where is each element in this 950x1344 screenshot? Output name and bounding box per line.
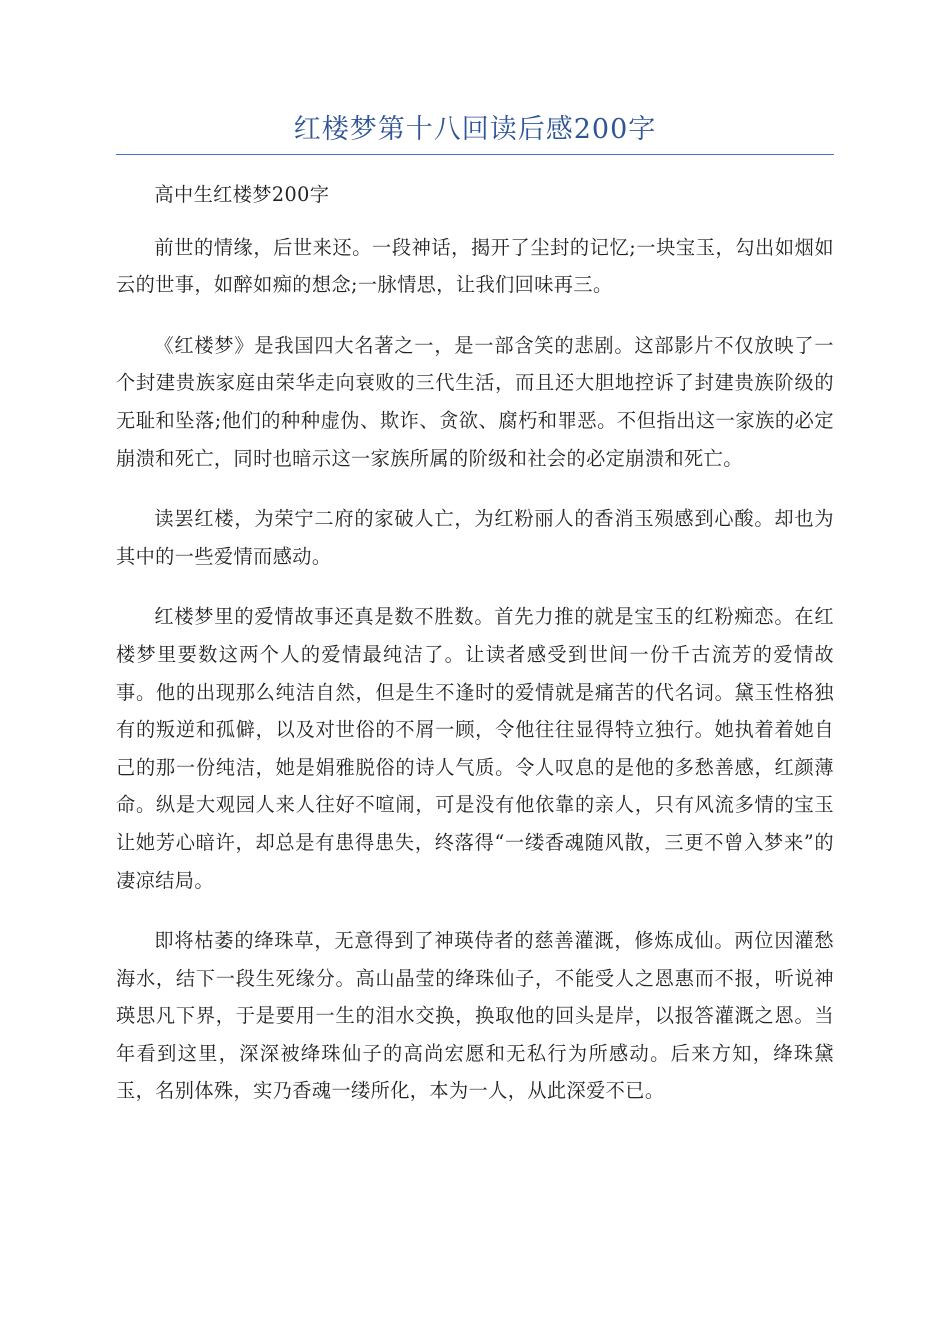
body-paragraph: 红楼梦里的爱情故事还真是数不胜数。首先力推的就是宝玉的红粉痴恋。在红楼梦里要数这两个人的爱情最纯洁了。让读者感受到世间一份千古流芳的爱情故事。他的出现那么纯洁自然，但是生不逢时的爱情就是痛苦的代名词。黛玉性格独有的叛逆和孤僻，以及对世俗的不屑一顾，令他往往显得特立独行。她执着着她自己的那一份纯洁，她是娟雅脱俗的诗人气质。令人叹息的是他的多愁善感，红颜薄命。纵是大观园人来人往好不喧闹，可是没有他依靠的亲人，只有风流多情的宝玉让她芳心暗许，却总是有患得患失，终落得“一缕香魂随风散，三更不曾入梦来”的凄凉结局。 <box>116 605 834 892</box>
subtitle-paragraph: 高中生红楼梦200字 <box>154 183 330 206</box>
body-paragraph: 前世的情缘，后世来还。一段神话，揭开了尘封的记忆;一块宝玉，勾出如烟如云的世事，如醉如痴的想念;一脉情思，让我们回味再三。 <box>116 235 834 297</box>
body-paragraph: 即将枯萎的绛珠草，无意得到了神瑛侍者的慈善灌溉，修炼成仙。两位因灌愁海水，结下一段生死缘分。高山晶莹的绛珠仙子，不能受人之恩惠而不报，听说神瑛思凡下界，于是要用一生的泪水交换，换取他的回头是岸，以报答灌溉之恩。当年看到这里，深深被绛珠仙子的高尚宏愿和无私行为所感动。后来方知，绛珠黛玉，名别体殊，实乃香魂一缕所化，本为一人，从此深爱不已。 <box>116 929 834 1103</box>
title-underline <box>116 154 834 155</box>
document-title: 红楼梦第十八回读后感200字 <box>293 114 657 145</box>
body-paragraph: 《红楼梦》是我国四大名著之一，是一部含笑的悲剧。这部影片不仅放映了一个封建贵族家庭由荣华走向衰败的三代生活，而且还大胆地控诉了封建贵族阶级的无耻和坠落;他们的种种虚伪、欺诈、贪欲、腐朽和罪恶。不但指出这一家族的必定崩溃和死亡，同时也暗示这一家族所属的阶级和社会的必定崩溃和死亡。 <box>116 333 834 470</box>
body-paragraph: 读罢红楼，为荣宁二府的家破人亡，为红粉丽人的香消玉殒感到心酸。却也为其中的一些爱情而感动。 <box>116 507 834 568</box>
document-body <box>116 176 834 1133</box>
